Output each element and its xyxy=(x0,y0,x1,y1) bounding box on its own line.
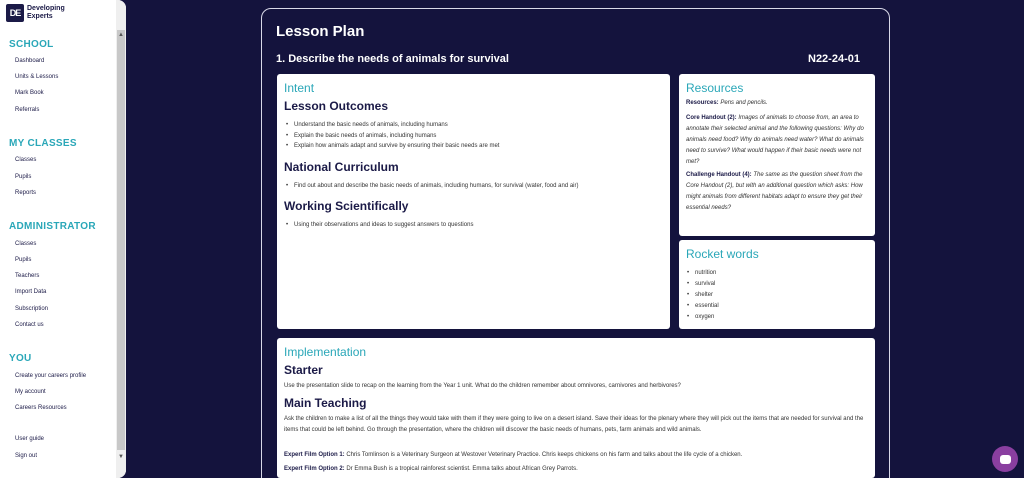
working-scientifically-heading: Working Scientifically xyxy=(284,199,409,213)
nav-item-reports[interactable]: Reports xyxy=(15,190,37,196)
main-teaching-text: Ask the children to make a list of all the things they would take with them if they were going to live on a desert island. Save their ideas for the plenary where they will pick out the items that are needed for survival and the items that could be left behind. Go through the presentation, where the children will discover the basic needs of humans, pets, farm animals and wild animals. xyxy=(284,416,864,433)
scroll-down-icon[interactable]: ▼ xyxy=(118,454,124,460)
nav-item-teachers[interactable]: Teachers xyxy=(15,273,40,279)
logo-name-line2: Experts xyxy=(27,13,53,20)
nav-item-admin-classes[interactable]: Classes xyxy=(15,241,37,247)
resources-item-text: Images of animals to choose from, an area to annotate their selected animal and the following questions: Why do animals need food? Why do animals need water? What do animals need to survive? What would happen if their basic needs were not met? xyxy=(686,115,864,165)
section-title-you: YOU xyxy=(9,353,32,364)
intent-heading: Intent xyxy=(284,81,315,95)
curriculum-item: • Find out about and describe the basic needs of animals, including humans, for survival (water, food and air) xyxy=(294,183,579,189)
main-teaching-heading: Main Teaching xyxy=(284,396,367,410)
outcome-item: • Explain how animals adapt and survive by ensuring their basic needs are met xyxy=(294,143,499,149)
nav-item-referrals[interactable]: Referrals xyxy=(15,107,40,113)
resources-item-text: The same as the question sheet from the Core Handout (2), but with an additional question which asks: How might animals from different habitats adapt to ensure they get their essential needs? xyxy=(686,172,863,211)
sidebar xyxy=(0,0,126,478)
section-title-administrator: ADMINISTRATOR xyxy=(9,221,96,232)
nav-item-units-lessons[interactable]: Units & Lessons xyxy=(15,74,59,80)
nav-item-import-data[interactable]: Import Data xyxy=(15,289,47,295)
nav-item-contact-us[interactable]: Contact us xyxy=(15,322,44,328)
logo-text xyxy=(27,5,87,21)
outcome-item: • Explain the basic needs of animals, including humans xyxy=(294,133,436,139)
lesson-code: N22-24-01 xyxy=(808,53,860,65)
lesson-outcomes-heading: Lesson Outcomes xyxy=(284,99,389,113)
expert-film-option-2 xyxy=(284,464,869,475)
implementation-heading: Implementation xyxy=(284,345,367,359)
section-title-school: SCHOOL xyxy=(9,39,54,50)
logo-mark: DE xyxy=(6,4,24,22)
scroll-up-icon[interactable]: ▲ xyxy=(118,32,124,38)
nav-item-careers-resources[interactable]: Careers Resources xyxy=(15,405,67,411)
expert-film-option-1 xyxy=(284,450,869,461)
film-option-label: Expert Film Option 2: xyxy=(284,466,345,472)
resources-item xyxy=(686,98,868,109)
rocket-word: • oxygen xyxy=(695,314,714,320)
resources-item-text: Pens and pencils. xyxy=(718,100,768,106)
resources-item-label: Challenge Handout (4): xyxy=(686,172,752,178)
nav-item-classes[interactable]: Classes xyxy=(15,157,37,163)
outcome-item: • Understand the basic needs of animals, including humans xyxy=(294,122,448,128)
nav-item-user-guide[interactable]: User guide xyxy=(15,436,45,442)
nav-item-my-account[interactable]: My account xyxy=(15,389,46,395)
nav-item-mark-book[interactable]: Mark Book xyxy=(15,90,44,96)
resources-heading: Resources xyxy=(686,81,744,95)
film-option-label: Expert Film Option 1: xyxy=(284,452,345,458)
nav-item-admin-pupils[interactable]: Pupils xyxy=(15,257,32,263)
lesson-title: 1. Describe the needs of animals for survival xyxy=(276,53,509,65)
section-title-my-classes: MY CLASSES xyxy=(9,138,77,149)
rocket-words-heading: Rocket words xyxy=(686,247,759,261)
starter-heading: Starter xyxy=(284,363,323,377)
nav-item-careers-profile[interactable]: Create your careers profile xyxy=(15,373,87,379)
rocket-word: • survival xyxy=(695,281,715,287)
sidebar-scroll-thumb[interactable] xyxy=(117,30,125,450)
nav-item-sign-out[interactable]: Sign out xyxy=(15,453,38,459)
resources-item xyxy=(686,113,868,168)
starter-text: Use the presentation slide to recap on the learning from the Year 1 unit. What do the children remember about omnivores, carnivores and herbivores? xyxy=(284,383,681,389)
page-title: Lesson Plan xyxy=(276,23,365,40)
nav-item-pupils[interactable]: Pupils xyxy=(15,174,32,180)
logo[interactable] xyxy=(6,4,87,22)
national-curriculum-heading: National Curriculum xyxy=(284,160,399,174)
film-option-text: Chris Tomlinson is a Veterinary Surgeon at Westover Veterinary Practice. Chris keeps chickens on his farm and talks about the life cycle of a chicken. xyxy=(344,452,743,458)
nav-item-subscription[interactable]: Subscription xyxy=(15,306,49,312)
resources-item-label: Resources: xyxy=(686,100,719,106)
rocket-word: • shelter xyxy=(695,292,713,298)
chat-icon xyxy=(1000,455,1011,464)
resources-item xyxy=(686,170,868,214)
logo-name-line1: Developing xyxy=(27,5,65,12)
nav-item-dashboard[interactable]: Dashboard xyxy=(15,58,45,64)
chat-button[interactable] xyxy=(992,446,1018,472)
rocket-word: • nutrition xyxy=(695,270,716,276)
film-option-text: Dr Emma Bush is a tropical rainforest scientist. Emma talks about African Grey Parrots. xyxy=(344,466,578,472)
resources-item-label: Core Handout (2): xyxy=(686,115,737,121)
working-item: • Using their observations and ideas to suggest answers to questions xyxy=(294,222,473,228)
rocket-word: • essential xyxy=(695,303,719,309)
